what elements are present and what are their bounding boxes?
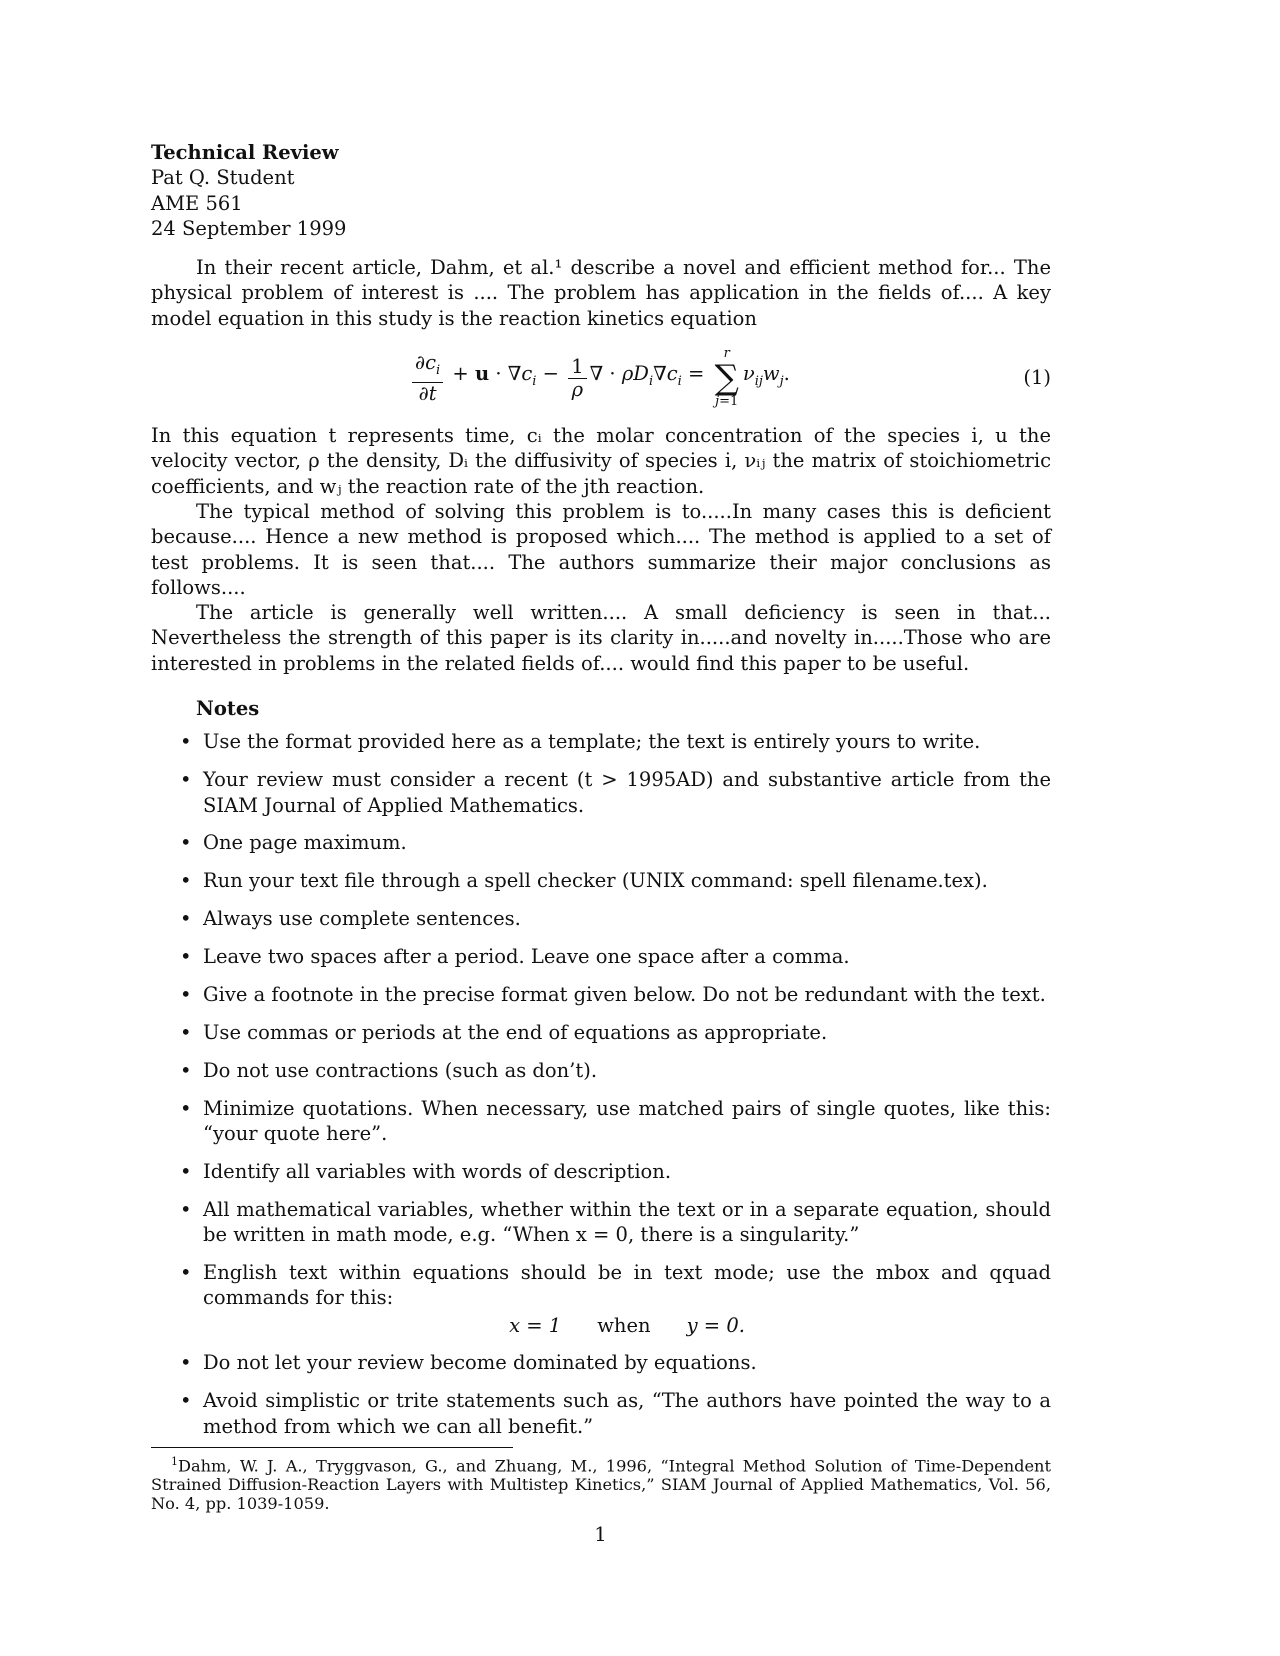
paragraph-variables: In this equation t represents time, cᵢ the molar concentration of the species i, u the velocity vector, ρ the density, Dᵢ the diffusivity of species i, νᵢⱼ the matrix of stoichiometric coefficients, and wⱼ the reaction rate of the jth reaction. xyxy=(151,424,1051,498)
paragraph-method: The typical method of solving this problem is to.....In many cases this is deficient because.... Hence a new method is proposed which.... The method is applied to a set of test problems. It is seen that.... The authors summarize their major conclusions as follows.... xyxy=(151,499,1051,599)
author-name: Pat Q. Student xyxy=(151,166,295,190)
equation-block xyxy=(151,341,1051,415)
notes-list xyxy=(151,729,1051,1439)
list-item: • Identify all variables with words of description. xyxy=(180,1159,672,1183)
notes-heading: Notes xyxy=(196,697,260,721)
footnote-text: Dahm, W. J. A., Tryggvason, G., and Zhuang, M., 1996, “Integral Method Solution of Time-Dependent Strained Diffusion-Reaction Layers with Multistep Kinetics,” SIAM Journal of Applied Mathematics, Vol. 56, No. 4, pp. 1039-1059. xyxy=(151,1456,1051,1514)
list-item: • Give a footnote in the precise format given below. Do not be redundant with the text. xyxy=(180,982,1046,1006)
document-page xyxy=(151,140,1051,1513)
course-code: AME 561 xyxy=(151,191,243,215)
example-equation: x = 1 when y = 0. xyxy=(509,1313,745,1337)
list-item: • English text within equations should be in text mode; use the mbox and qquad commands for this: x = 1 when y = 0. xyxy=(180,1260,1051,1337)
list-item: • Avoid simplistic or trite statements such as, “The authors have pointed the way to a method from which we can all benefit.” xyxy=(180,1389,1051,1438)
page-number: 1 xyxy=(594,1523,607,1546)
reaction-kinetics-equation: $\frac{\partial c_i}{\partial t}$ + $u \cdot \nabla c_i$ − $\frac{1}{\rho}$ ∇ · $\rho D_i\nabla c_i$ = r ∑ j=1 $\nu_{ij}w_j$. xyxy=(409,341,790,415)
document-title: Technical Review xyxy=(151,141,339,164)
paragraph-intro: In their recent article, Dahm, et al.¹ describe a novel and efficient method for... The physical problem of interest is .... The problem has application in the fields of.... A key model equation in this study is the reaction kinetics equation xyxy=(151,256,1051,330)
list-item: • All mathematical variables, whether within the text or in a separate equation, should be written in math mode, e.g. “When x = 0, there is a singularity.” xyxy=(180,1197,1051,1247)
footnote xyxy=(151,1452,1051,1513)
list-item: • Your review must consider a recent (t > 1995AD) and substantive article from the SIAM Journal of Applied Mathematics. xyxy=(180,768,1051,817)
footnote-marker: 1 xyxy=(171,1454,178,1468)
list-item: • Always use complete sentences. xyxy=(180,907,521,931)
list-item: • Do not let your review become dominated by equations. xyxy=(180,1351,757,1375)
list-item: • Leave two spaces after a period. Leave one space after a comma. xyxy=(180,945,850,969)
list-item: • Use commas or periods at the end of equations as appropriate. xyxy=(180,1020,828,1044)
footnote-rule xyxy=(151,1447,513,1448)
list-item: • Run your text file through a spell checker (UNIX command: spell filename.tex). xyxy=(180,869,988,893)
list-item: • One page maximum. xyxy=(180,831,407,855)
paragraph-assessment: The article is generally well written.... A small deficiency is seen in that... Nevertheless the strength of this paper is its clarity in.....and novelty in.....Those who are interested in problems in the related fields of.... would find this paper to be useful. xyxy=(151,601,1051,675)
equation-number: (1) xyxy=(1023,366,1051,390)
list-item: • Do not use contractions (such as don’t). xyxy=(180,1058,598,1082)
document-date: 24 September 1999 xyxy=(151,216,347,240)
list-item: • Minimize quotations. When necessary, use matched pairs of single quotes, like this: “your quote here”. xyxy=(180,1096,1051,1145)
document-header xyxy=(151,140,1051,241)
list-item: • Use the format provided here as a template; the text is entirely yours to write. xyxy=(180,730,981,754)
